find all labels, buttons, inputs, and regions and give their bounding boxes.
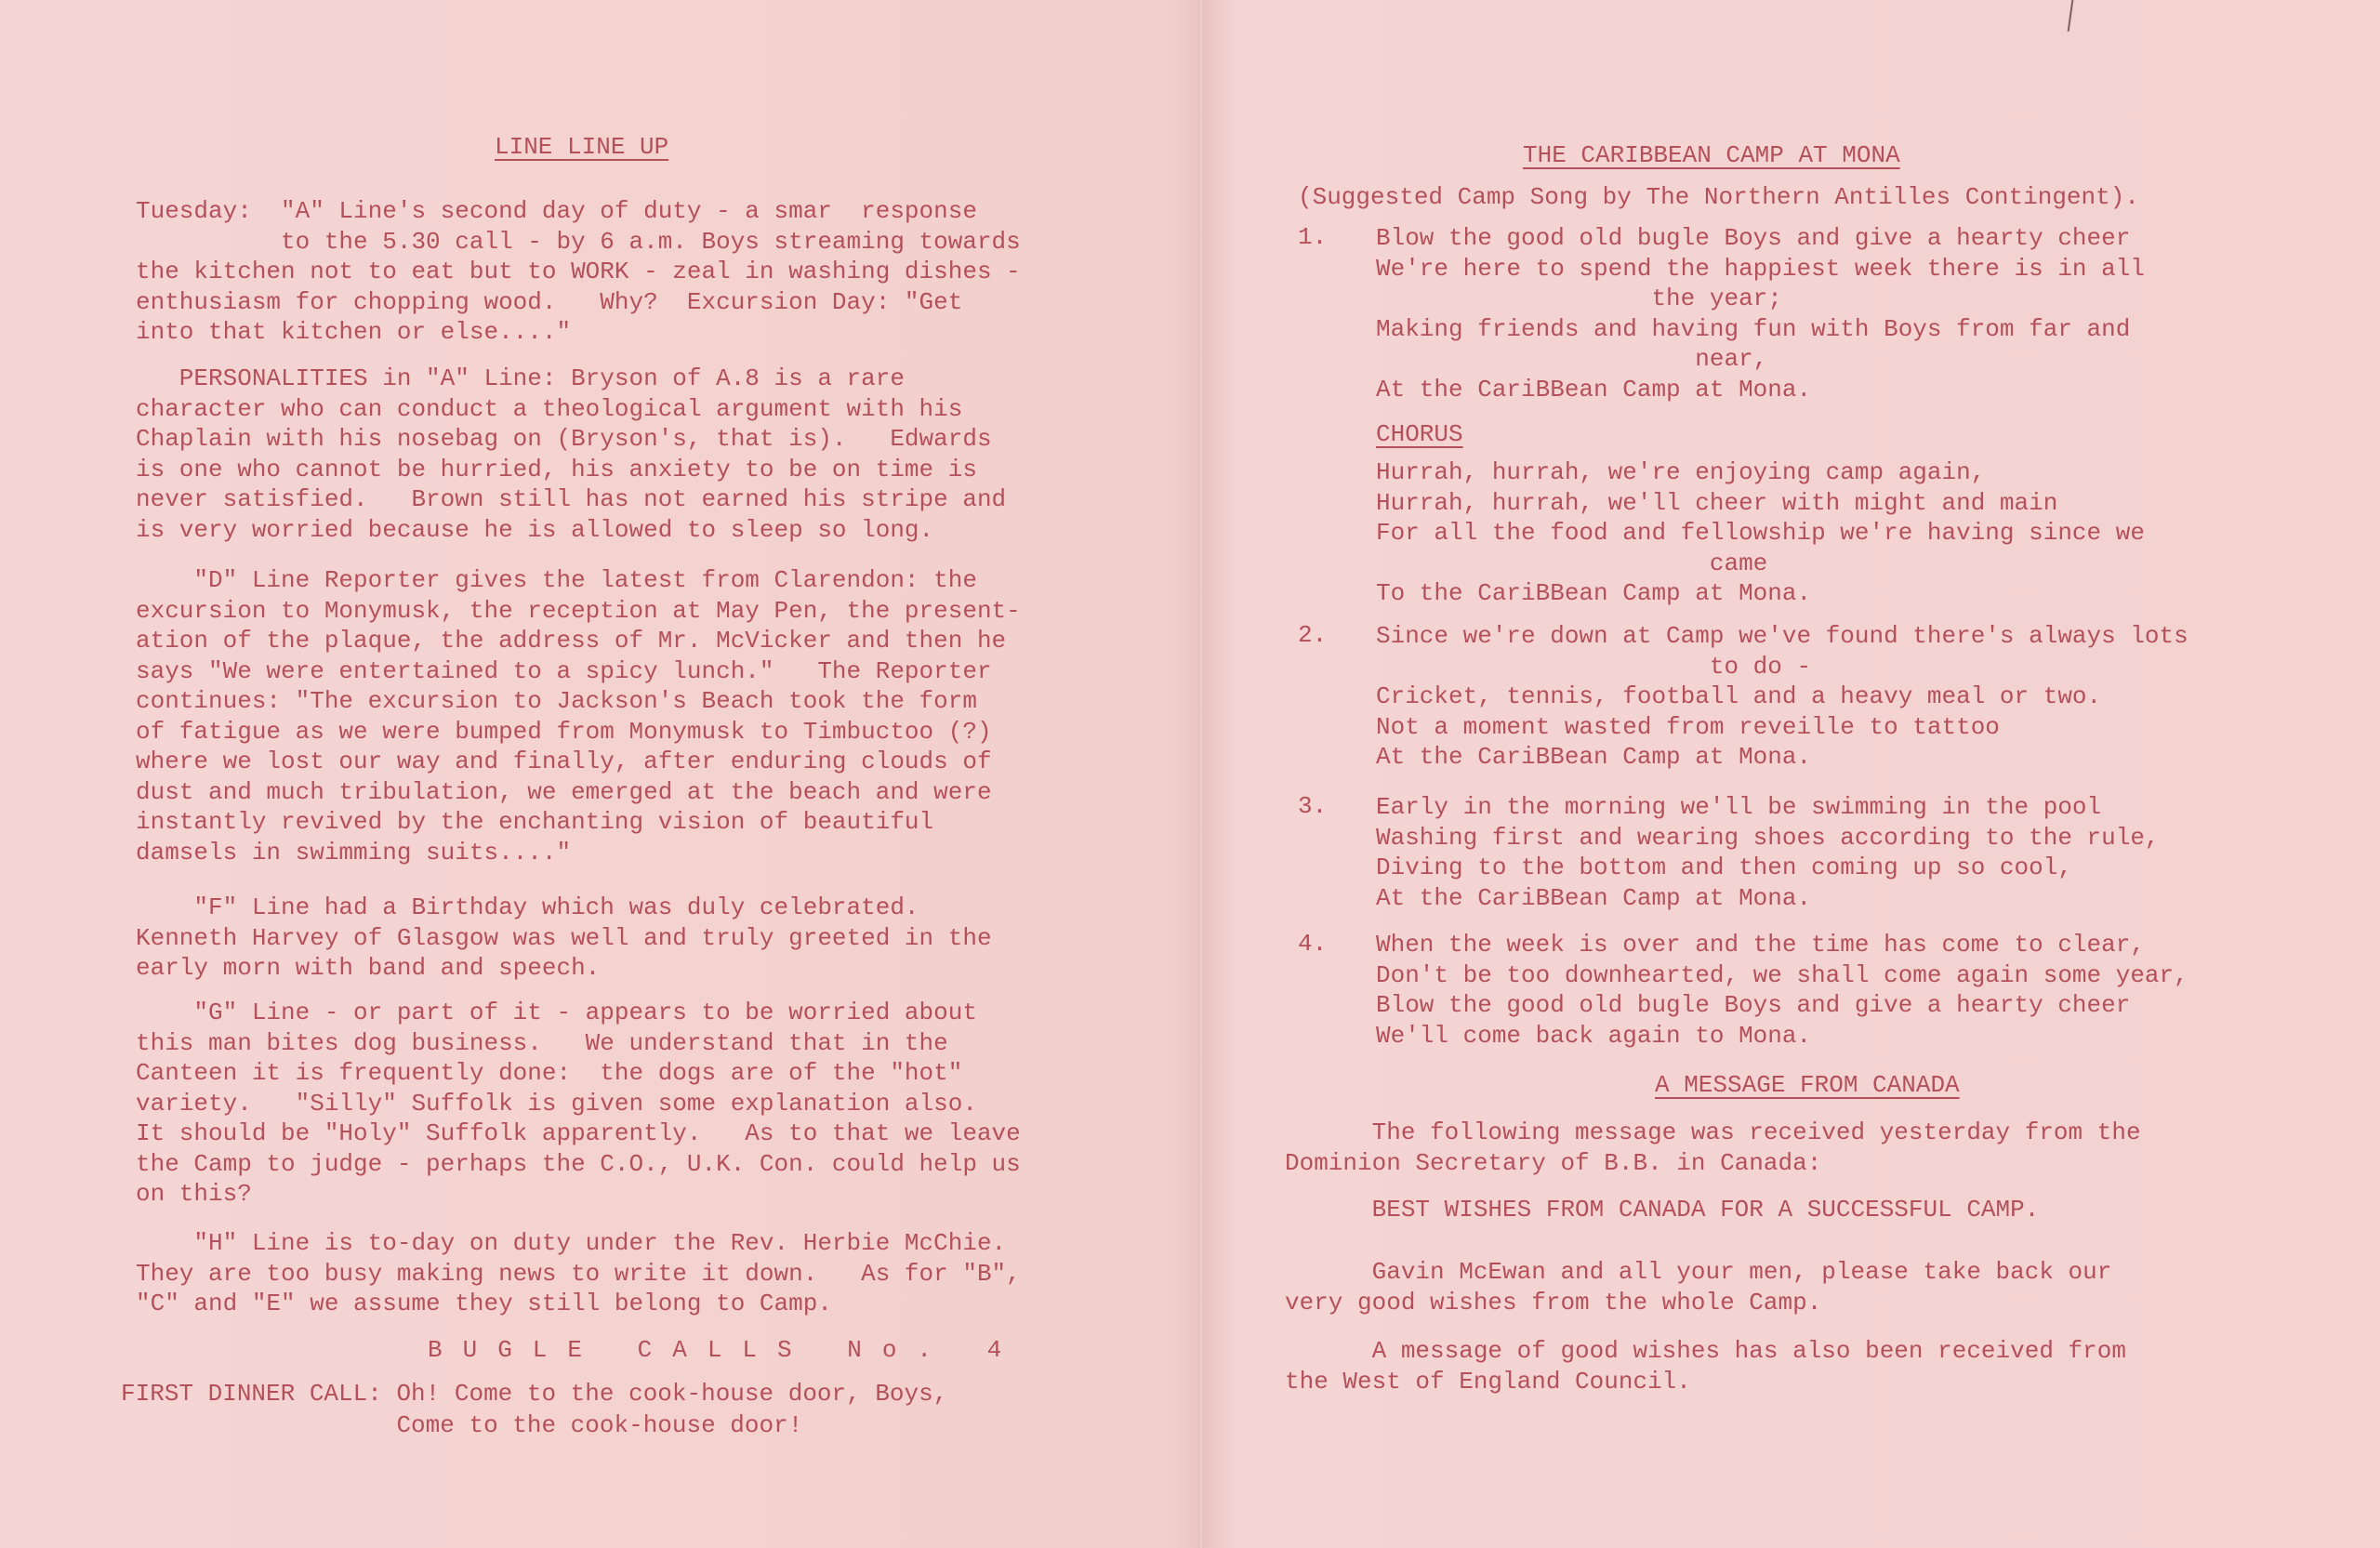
verse-2-line: Not a moment wasted from reveille to tattoo <box>1376 712 2000 741</box>
verse-4-line: When the week is over and the time has come to clear, <box>1376 931 2145 959</box>
message-paragraph-line: Gavin McEwan and all your men, please take back our <box>1285 1258 2112 1286</box>
verse-1-line: near, <box>1376 345 1768 373</box>
verse-2-line: Since we're down at Camp we've found there's always lots <box>1376 622 2188 650</box>
message-paragraph-line: very good wishes from the whole Camp. <box>1285 1288 1822 1316</box>
left-paragraph-line: of fatigue as we were bumped from Monymusk to Timbuctoo (?) <box>136 717 992 746</box>
verse-4-line: Blow the good old bugle Boys and give a hearty cheer <box>1376 991 2131 1019</box>
left-paragraph <box>136 998 1021 1210</box>
verse-2 <box>1376 621 2188 773</box>
message-paragraph-line: the West of England Council. <box>1285 1367 1691 1396</box>
left-paragraph-line: variety. "Silly" Suffolk is given some explanation also. <box>136 1089 977 1118</box>
chorus <box>1376 457 2145 609</box>
verse-1 <box>1376 223 2145 404</box>
verse-number: 3. <box>1298 792 1328 820</box>
left-paragraph-line: is one who cannot be hurried, his anxiety to be on time is <box>136 455 977 483</box>
chorus-line: Hurrah, hurrah, we'll cheer with might and main <box>1376 488 2058 517</box>
message-title: A MESSAGE FROM CANADA <box>1655 1071 1960 1099</box>
left-paragraph-line: on this? <box>136 1180 252 1208</box>
message-paragraph <box>1285 1336 2126 1396</box>
left-paragraph <box>136 1228 1021 1319</box>
left-paragraph-line: PERSONALITIES in "A" Line: Bryson of A.8 is a rare <box>136 364 905 392</box>
left-paragraph-line: dust and much tribulation, we emerged at the beach and were <box>136 777 992 806</box>
verse-1-line: We're here to spend the happiest week there is in all <box>1376 254 2145 283</box>
right-page <box>1205 0 2380 1548</box>
message-paragraph-line: BEST WISHES FROM CANADA FOR A SUCCESSFUL CAMP. <box>1285 1196 2040 1224</box>
chorus-heading: CHORUS <box>1376 420 1463 448</box>
left-paragraph-line: is very worried because he is allowed to sleep so long. <box>136 515 934 544</box>
page-fold <box>1199 0 1203 1548</box>
left-page-title: LINE LINE UP <box>495 133 669 161</box>
verse-3-line: Washing first and wearing shoes according to the rule, <box>1376 823 2160 852</box>
chorus-line: To the CariBBean Camp at Mona. <box>1376 579 1812 607</box>
left-paragraph-line: into that kitchen or else...." <box>136 318 572 346</box>
left-paragraph-line: It should be "Holy" Suffolk apparently. As to that we leave <box>136 1119 1021 1147</box>
verse-number: 1. <box>1298 223 1328 251</box>
left-paragraph-line: "D" Line Reporter gives the latest from Clarendon: the <box>136 566 977 594</box>
verse-1-line: the year; <box>1376 284 1782 312</box>
left-paragraph-line: this man bites dog business. We understand that in the <box>136 1028 948 1057</box>
verse-4 <box>1376 930 2188 1051</box>
left-paragraph-line: says "We were entertained to a spicy lunch." The Reporter <box>136 656 992 685</box>
verse-2-line: to do - <box>1376 652 1812 681</box>
left-paragraph-line: enthusiasm for chopping wood. Why? Excursion Day: "Get <box>136 287 963 316</box>
left-paragraph-line: Kenneth Harvey of Glasgow was well and truly greeted in the <box>136 923 992 952</box>
message-paragraph-line: The following message was received yesterday from the <box>1285 1118 2141 1146</box>
left-paragraph-line: "G" Line - or part of it - appears to be worried about <box>136 999 977 1026</box>
left-paragraph-line: the Camp to judge - perhaps the C.O., U.K. Con. could help us <box>136 1149 1021 1178</box>
song-subtitle: (Suggested Camp Song by The Northern Antilles Contingent). <box>1298 183 2139 211</box>
left-paragraph <box>136 196 1021 348</box>
message-paragraph-line: Dominion Secretary of B.B. in Canada: <box>1285 1148 1822 1177</box>
left-paragraph-line: "F" Line had a Birthday which was duly celebrated. <box>136 893 919 921</box>
verse-4-line: We'll come back again to Mona. <box>1376 1021 1812 1050</box>
message-paragraph <box>1285 1195 2039 1225</box>
verse-3-line: At the CariBBean Camp at Mona. <box>1376 883 1812 912</box>
left-paragraph-line: Canteen it is frequently done: the dogs are of the "hot" <box>136 1059 963 1087</box>
verse-1-line: At the CariBBean Camp at Mona. <box>1376 375 1812 404</box>
left-paragraph-line: instantly revived by the enchanting vision of beautiful <box>136 808 934 836</box>
chorus-line: Hurrah, hurrah, we're enjoying camp again, <box>1376 458 1986 486</box>
bugle-line-line: Come to the cook-house door! <box>121 1411 803 1439</box>
verse-3 <box>1376 792 2160 913</box>
verse-2-line: At the CariBBean Camp at Mona. <box>1376 743 1812 771</box>
bugle-calls-heading: BUGLE CALLS No. 4 <box>428 1336 1023 1364</box>
left-paragraph-line: continues: "The excursion to Jackson's Beach took the form <box>136 687 977 715</box>
chorus-line: For all the food and fellowship we're having since we <box>1376 519 2145 547</box>
left-paragraph-line: where we lost our way and finally, after enduring clouds of <box>136 748 992 775</box>
left-paragraph-line: character who can conduct a theological argument with his <box>136 394 963 423</box>
left-paragraph-line: Tuesday: "A" Line's second day of duty - a smar response <box>136 197 977 225</box>
left-paragraph-line: damsels in swimming suits...." <box>136 838 572 867</box>
left-paragraph-line: ation of the plaque, the address of Mr. McVicker and then he <box>136 627 1007 655</box>
left-paragraph <box>136 364 1006 545</box>
message-paragraph <box>1285 1118 2141 1178</box>
left-paragraph-line: early morn with band and speech. <box>136 954 601 982</box>
verse-number: 4. <box>1298 930 1328 958</box>
left-paragraph-line: never satisfied. Brown still has not earned his stripe and <box>136 485 1007 513</box>
verse-number: 2. <box>1298 621 1328 649</box>
verse-3-line: Early in the morning we'll be swimming in the pool <box>1376 793 2102 821</box>
left-paragraph-line: to the 5.30 call - by 6 a.m. Boys streaming towards <box>136 227 1021 256</box>
verse-4-line: Don't be too downhearted, we shall come again some year, <box>1376 960 2188 989</box>
verse-1-line: Blow the good old bugle Boys and give a hearty cheer <box>1376 224 2131 252</box>
right-page-title: THE CARIBBEAN CAMP AT MONA <box>1523 141 1900 169</box>
bugle-line-line: FIRST DINNER CALL: Oh! Come to the cook-house door, Boys, <box>121 1380 948 1408</box>
message-paragraph <box>1285 1257 2111 1317</box>
left-paragraph-line: Chaplain with his nosebag on (Bryson's, that is). Edwards <box>136 425 992 453</box>
left-paragraph <box>136 565 1021 867</box>
left-paragraph-line: "C" and "E" we assume they still belong to Camp. <box>136 1290 832 1317</box>
left-paragraph-line: excursion to Monymusk, the reception at May Pen, the present- <box>136 596 1021 625</box>
left-paragraph-line: "H" Line is to-day on duty under the Rev. Herbie McChie. <box>136 1229 1007 1257</box>
verse-2-line: Cricket, tennis, football and a heavy meal or two. <box>1376 682 2102 710</box>
verse-1-line: Making friends and having fun with Boys from far and <box>1376 314 2131 343</box>
chorus-line: came <box>1376 549 1768 577</box>
left-paragraph <box>136 893 992 984</box>
message-paragraph-line: A message of good wishes has also been received from <box>1285 1337 2126 1365</box>
verse-3-line: Diving to the bottom and then coming up so cool, <box>1376 853 2072 881</box>
left-paragraph-line: They are too busy making news to write it down. As for "B", <box>136 1259 1021 1288</box>
bugle-line <box>121 1378 947 1441</box>
left-paragraph-line: the kitchen not to eat but to WORK - zeal in washing dishes - <box>136 258 1021 285</box>
